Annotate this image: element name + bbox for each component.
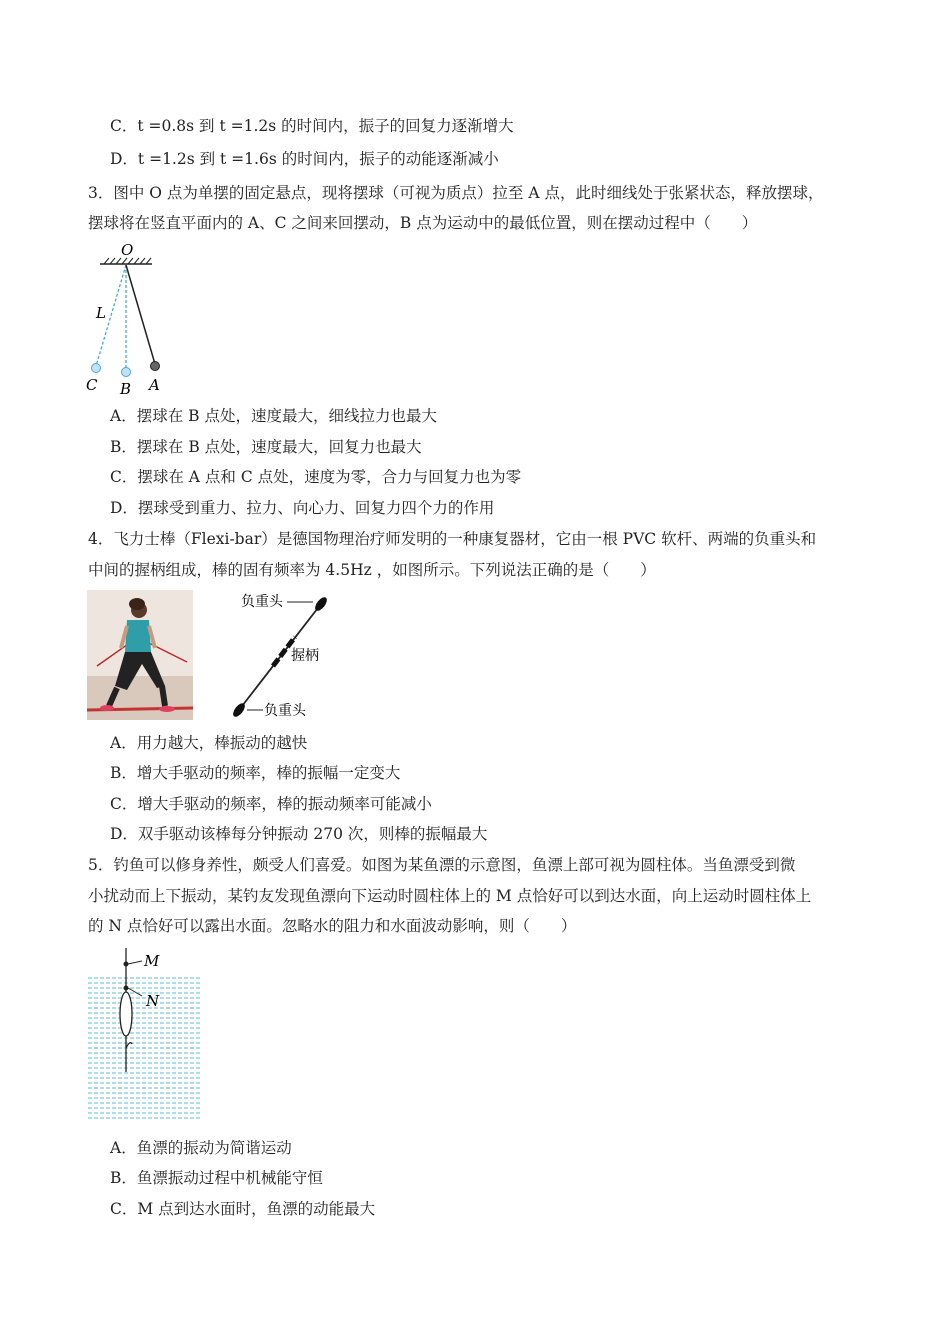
ball-b [122, 368, 131, 377]
q3-option-b: B．摆球在 B 点处，速度最大，回复力也最大 [110, 438, 422, 456]
q5-stem-line-1: 5．钓鱼可以修身养性，颇受人们喜爱。如图为某鱼漂的示意图，鱼漂上部可视为圆柱体。当鱼漂受到微 [88, 856, 796, 874]
q4-option-c: C．增大手驱动的频率，棒的振动频率可能减小 [110, 795, 432, 813]
q5-option-b: B．鱼漂振动过程中机械能守恒 [110, 1169, 323, 1187]
q4-stem-line-2: 中间的握柄组成，棒的固有频率为 4.5Hz ，如图所示。下列说法正确的是（ ） [88, 561, 656, 579]
q4-option-a: A．用力越大，棒振动的越快 [110, 734, 308, 752]
label-handle: 握柄 [291, 648, 319, 664]
float-body [120, 992, 132, 1036]
q5-stem-line-2: 小扰动而上下振动，某钓友发现鱼漂向下运动时圆柱体上的 M 点恰好可以到达水面，向上运动时圆柱体上 [88, 887, 812, 905]
q4-option-d: D．双手驱动该棒每分钟振动 270 次，则棒的振幅最大 [110, 825, 488, 843]
label-l: L [96, 304, 106, 322]
q4-stem-line-1: 4．飞力士棒（Flexi-bar）是德国物理治疗师发明的一种康复器材，它由一根 PVC 软杆、两端的负重头和 [88, 530, 817, 548]
label-a: A [149, 376, 160, 394]
q5-option-a: A．鱼漂的振动为简谐运动 [110, 1139, 292, 1157]
ball-a [151, 362, 160, 371]
label-b: B [120, 380, 132, 398]
q5-stem-line-3: 的 N 点恰好可以露出水面。忽略水的阻力和水面波动影响，则（ ） [88, 917, 577, 935]
q3-option-d: D．摆球受到重力、拉力、向心力、回复力四个力的作用 [110, 499, 495, 517]
flexibar-diagram [225, 590, 335, 722]
label-c: C [86, 376, 98, 394]
point-n [124, 986, 129, 991]
label-m: M [144, 952, 160, 970]
q4-option-b: B．增大手驱动的频率，棒的振幅一定变大 [110, 764, 401, 782]
q3-option-c: C．摆球在 A 点和 C 点处，速度为零，合力与回复力也为零 [110, 468, 522, 486]
q3-stem-line-2: 摆球将在竖直平面内的 A、C 之间来回摆动，B 点为运动中的最低位置，则在摆动过程中（ ） [88, 214, 758, 232]
q3-option-a: A．摆球在 B 点处，速度最大，细线拉力也最大 [110, 407, 437, 425]
ball-c [92, 364, 101, 373]
string-at-a [126, 265, 155, 364]
fishing-float-figure [86, 944, 206, 1120]
label-o: O [121, 241, 134, 259]
water-surface-hatching [88, 978, 202, 1118]
flexibar-photo [87, 590, 193, 720]
label-n: N [146, 992, 160, 1010]
q3-stem-line-1: 3．图中 O 点为单摆的固定悬点，现将摆球（可视为质点）拉至 A 点，此时细线处于张紧状态，释放摆球， [88, 184, 824, 202]
q2-option-d: D．t =1.2s 到 t =1.6s 的时间内，振子的动能逐渐减小 [110, 150, 499, 168]
q5-option-c: C．M 点到达水面时，鱼漂的动能最大 [110, 1200, 376, 1218]
point-m [124, 962, 129, 967]
pendulum-figure [82, 238, 162, 398]
label-weight-head-bottom: 负重头 [264, 703, 306, 719]
leader-n [128, 988, 142, 996]
label-weight-head-top: 负重头 [241, 594, 283, 610]
q2-option-c: C．t =0.8s 到 t =1.2s 的时间内，振子的回复力逐渐增大 [110, 117, 514, 135]
leader-m [128, 961, 142, 964]
